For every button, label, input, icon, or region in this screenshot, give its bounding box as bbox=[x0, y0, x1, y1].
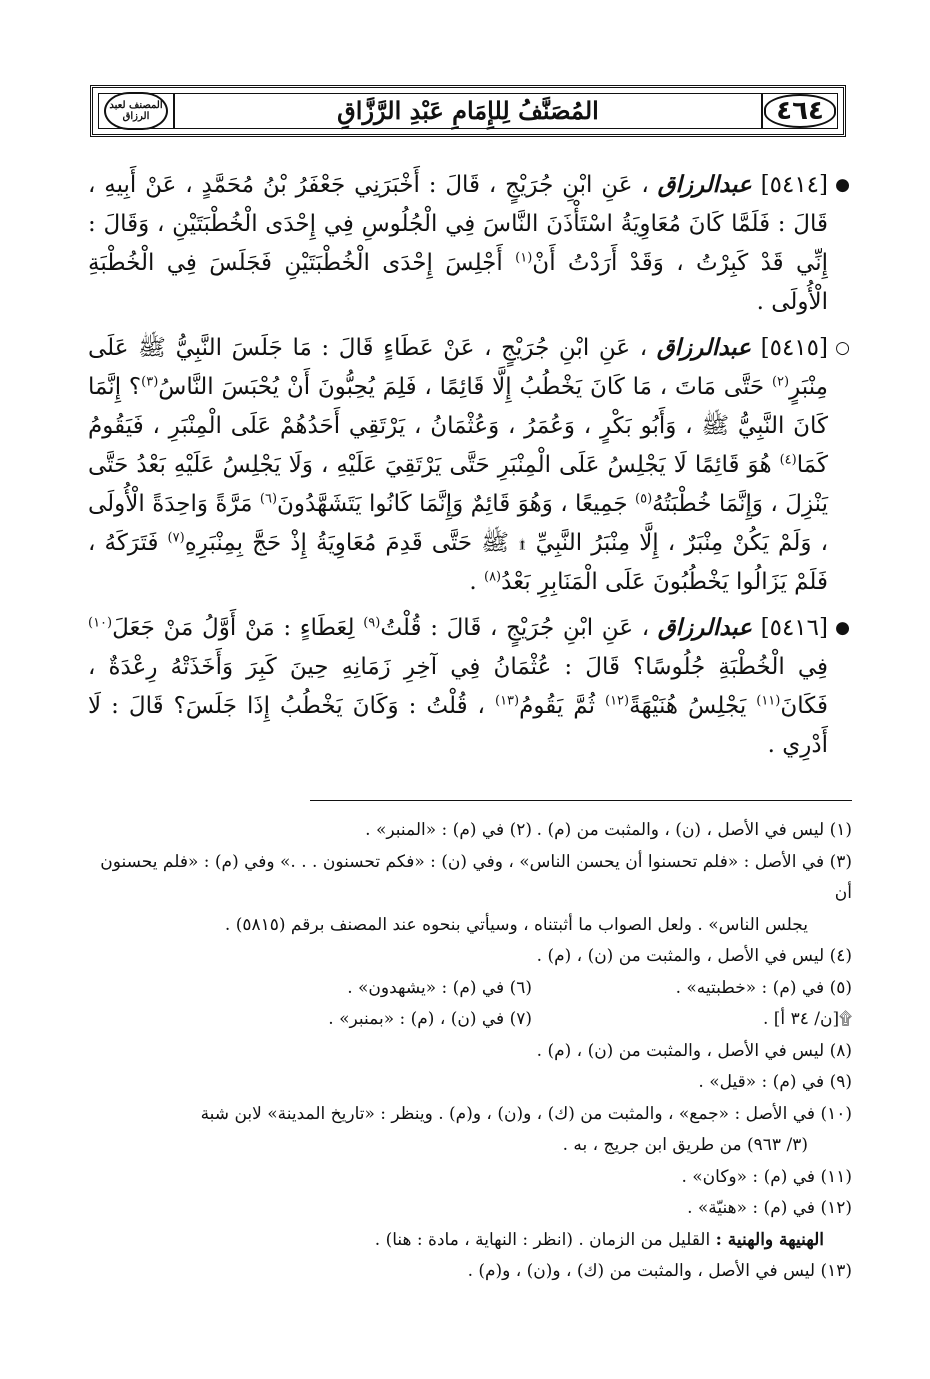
footnote-ref: (٩) bbox=[363, 615, 381, 631]
seal-logo-icon: المصنف لعبد الرزاق bbox=[104, 92, 168, 130]
page-header bbox=[90, 85, 846, 137]
hadith-text: جَمِيعًا ، وَهُوَ قَائِمٌ وَإِنَّمَا كَانُوا يَتَشَهَّدُونَ bbox=[277, 491, 628, 517]
footnote-ref: (٦) bbox=[259, 491, 278, 507]
hadith-text: ، عَنِ ابْنِ جُرَيْجٍ ، قَالَ : قُلْتُ bbox=[380, 615, 650, 641]
footnote: (١٢) في (م) : «هنيّة» . bbox=[687, 1198, 852, 1218]
narrator-name: عبدالرزاق bbox=[657, 614, 752, 641]
hadith-text: هُوَ قَائِمًا لَا يَجْلِسُ عَلَى الْمِنْبَرِ حَتَّى يَرْتَقِيَ عَلَيْهِ ، وَلَا يَجْلِسُ عَلَيْهِ بَعْدُ حَتَّى يَنْزِلَ ، وَإِنَّمَا خُطْبَتُهُ bbox=[88, 452, 828, 517]
footnote: (٩) في (م) : «قيل» . bbox=[698, 1072, 852, 1092]
hadith-5414 bbox=[88, 165, 850, 322]
hadith-text: فِي الْخُطْبَةِ جُلُوسًا؟ قَالَ : عُثْمَانُ فِي آخِرِ زَمَانِهِ حِينَ كَبِرَ وَأَخَذَتْهُ رِعْدَةٌ ، فَكَانَ bbox=[88, 654, 828, 719]
hadith-text: ، قُلْتُ : وَكَانَ يَخْطُبُ إِذَا جَلَسَ؟ قَالَ : لَا أَدْرِي . bbox=[88, 693, 828, 758]
footnote-divider bbox=[310, 800, 852, 801]
hadith-5415 bbox=[88, 328, 850, 602]
footnote-ref: (١٣) bbox=[494, 693, 520, 709]
gloss-term: الهنيهة والهنية : bbox=[715, 1229, 824, 1250]
footnote: (١) ليس في الأصل ، (ن) ، والمثبت من (م) . bbox=[536, 820, 852, 840]
hadith-text: ثُمَّ يَقُومُ bbox=[519, 693, 595, 719]
gloss-note bbox=[90, 1225, 852, 1257]
bullet-filled-icon: ● bbox=[835, 175, 850, 195]
footnote-row bbox=[90, 1004, 852, 1036]
footnote: (١١) في (م) : «وكان» . bbox=[681, 1166, 852, 1187]
footnote-ref: (١٠) bbox=[88, 615, 113, 631]
hadith-text: أَجْلِسَ إِحْدَى الْخُطْبَتَيْنِ فَجَلَسَ فِي الْخُطْبَةِ الْأُولَى . bbox=[88, 250, 828, 315]
hadith-text: مَرَّةً وَاحِدَةً الْأُولَى ، وَلَمْ يَكُنْ مِنْبَرٌ ، إِلَّا مِنْبَرُ النَّبِيِّ ۩ ﷺ حَتَّى قَدِمَ مُعَاوِيَةُ إِذْ حَجَّ بِمِنْبَرِهِ bbox=[88, 491, 828, 556]
footnote-ref: (٨) bbox=[483, 569, 502, 585]
footnote-row bbox=[90, 973, 852, 1005]
hadith-text: حَتَّى مَاتَ ، مَا كَانَ يَخْطُبُ إِلَّا قَائِمًا ، فَلِمَ يُحِبُّونَ أَنْ يُحْبَسَ النَّاسُ bbox=[158, 374, 765, 400]
footnote: (٨) ليس في الأصل ، والمثبت من (ن) ، (م) . bbox=[536, 1040, 852, 1061]
page-number: ٤٦٤ bbox=[763, 94, 837, 128]
header-frame bbox=[98, 93, 838, 129]
folio-marker: ۩[ن/ ٣٤ أ] . bbox=[762, 1009, 852, 1029]
footnote-ref: (٤) bbox=[779, 452, 797, 468]
footnote-row bbox=[90, 815, 852, 847]
hadith-text: ؟ إِنَّمَا كَانَ النَّبِيُّ ﷺ ، وَأَبُو بَكْرٍ ، وَعُمَرُ ، وَعُثْمَانُ ، يَرْتَقِي أَحَدُهُمْ عَلَى الْمِنْبَرِ ، فَيَقُومُ كَمَا bbox=[88, 374, 828, 478]
hadith-text: لِعَطَاءٍ : مَنْ أَوَّلُ مَنْ جَعَلَ bbox=[112, 615, 355, 641]
hadith-number: [٥٤١٥] bbox=[760, 335, 828, 361]
seal-logo bbox=[99, 94, 173, 128]
footnote-ref: (١١) bbox=[756, 693, 781, 709]
bullet-hollow-icon: ○ bbox=[835, 338, 850, 358]
footnote-ref: (٧) bbox=[167, 530, 185, 546]
hadith-text: يَجْلِسُ هُنَيْهَةً bbox=[629, 693, 747, 719]
hadith-text: فَتَرَكَهُ ، فَلَمْ يَزَالُوا يَخْطُبُونَ عَلَى الْمَنَابِرِ بَعْدُ bbox=[88, 530, 828, 595]
hadith-text: ، عَنِ ابْنِ جُرَيْجٍ ، قَالَ : أَخْبَرَنِي جَعْفَرُ بْنُ مُحَمَّدٍ ، عَنْ أَبِيهِ ، قَالَ : فَلَمَّا كَانَ مُعَاوِيَةُ اسْتَأْذَنَ النَّاسَ فِي الْجُلُوسِ فِي إِحْدَى الْخُطْبَتَيْنِ ، وَقَالَ : إِنِّي قَدْ كَبِرْتُ ، وَقَدْ أَرَدْتُ أَنْ bbox=[88, 172, 828, 276]
footnotes bbox=[90, 815, 852, 1288]
narrator-name: عبدالرزاق bbox=[656, 334, 751, 361]
footnote-ref: (١٢) bbox=[604, 693, 630, 709]
footnote: (٥) في (م) : «خطبتيه» . bbox=[675, 977, 852, 998]
footnote-ref: (٥) bbox=[635, 491, 653, 507]
footnote: (٢) في (م) : «المنبر» . bbox=[365, 820, 532, 840]
book-title: المُصَنَّفُ لِلإِمَامِ عَبْدِ الرَّزَّاقِ bbox=[173, 94, 763, 128]
footnote-ref: (١) bbox=[515, 250, 533, 266]
hadith-number: [٥٤١٦] bbox=[760, 615, 828, 641]
footnote: (٧) في (ن) ، (م) : «بمنبر» . bbox=[328, 1009, 532, 1029]
narrator-name: عبدالرزاق bbox=[657, 171, 752, 198]
footnote: (٤) ليس في الأصل ، والمثبت من (ن) ، (م) . bbox=[536, 946, 852, 966]
hadith-text: ، عَنِ ابْنِ جُرَيْجٍ ، عَنْ عَطَاءٍ قَالَ : مَا جَلَسَ النَّبِيُّ ﷺ عَلَى مِنْبَرٍ bbox=[88, 335, 828, 400]
hadith-5416 bbox=[88, 608, 850, 765]
bullet-filled-icon: ● bbox=[835, 618, 850, 638]
footnote-continued: (٣/ ٩٦٣) من طريق ابن جريج ، به . bbox=[562, 1135, 808, 1155]
footnote: (١٠) في الأصل : «جمع» ، والمثبت من (ك) ، و(ن) ، و(م) . وينظر : «تاريخ المدينة» لابن شبة bbox=[200, 1103, 852, 1124]
main-text bbox=[88, 165, 850, 771]
footnote-continued: يجلس الناس» . ولعل الصواب ما أثبتناه ، وسيأتي بنحوه عند المصنف برقم (٥٨١٥) . bbox=[224, 914, 808, 935]
hadith-text: . bbox=[469, 569, 477, 595]
footnote: (١٣) ليس في الأصل ، والمثبت من (ك) ، و(ن) ، و(م) . bbox=[467, 1261, 852, 1281]
footnote-ref: (٢) bbox=[771, 374, 790, 390]
footnote: (٣) في الأصل : «فلم تحسنوا أن يحسن الناس» ، وفي (ن) : «فكم تحسنون . . .» وفي (م) : «فلم يحسنون أن bbox=[100, 851, 852, 903]
footnote-ref: (٣) bbox=[141, 374, 159, 390]
footnote: (٦) في (م) : «يشهدون» . bbox=[347, 977, 532, 998]
gloss-text: القليل من الزمان . (انظر : النهاية ، مادة : هنا) . bbox=[374, 1229, 711, 1250]
hadith-number: [٥٤١٤] bbox=[760, 172, 829, 198]
